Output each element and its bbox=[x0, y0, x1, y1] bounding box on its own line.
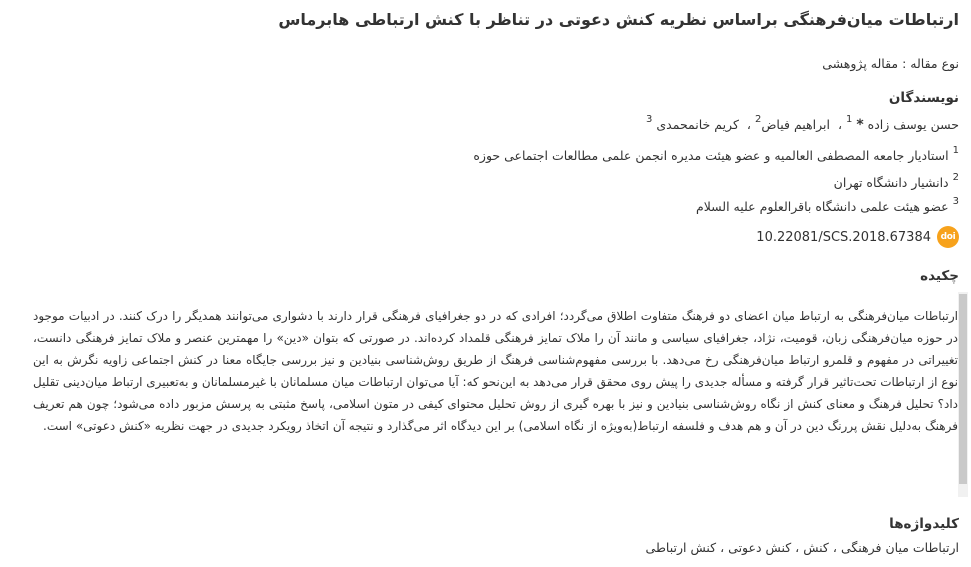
doi-value[interactable]: 10.22081/SCS.2018.67384 bbox=[756, 229, 931, 245]
article-type-value: مقاله پژوهشی bbox=[822, 56, 899, 71]
keyword-2[interactable] bbox=[803, 540, 829, 555]
affiliation-2-text: دانشیار دانشگاه تهران bbox=[833, 175, 949, 191]
affiliation-2 bbox=[834, 174, 959, 190]
keyword-separator: ، bbox=[795, 540, 800, 555]
keywords-heading: کلیدواژه‌ها bbox=[889, 516, 959, 532]
affiliation-1-sup: 1 bbox=[952, 145, 959, 156]
keywords-list bbox=[646, 540, 959, 555]
article-type bbox=[822, 56, 959, 71]
author-2-affil-sup: 2 bbox=[754, 114, 762, 125]
affiliation-3-text: عضو هیئت علمی دانشگاه باقرالعلوم علیه السلام bbox=[695, 199, 949, 215]
affiliation-3 bbox=[696, 198, 959, 214]
doi-icon[interactable]: doi bbox=[937, 226, 959, 248]
authors-list bbox=[646, 116, 959, 133]
corresponding-author-mark: * bbox=[856, 117, 864, 134]
author-1-affil-sup: 1 bbox=[846, 114, 853, 125]
keyword-separator: ، bbox=[832, 540, 837, 555]
author-3-link[interactable]: کریم خانمحمدی bbox=[656, 117, 739, 133]
keyword-4[interactable] bbox=[646, 540, 717, 555]
keyword-1[interactable] bbox=[841, 540, 959, 555]
keyword-2-link[interactable]: کنش bbox=[803, 540, 829, 555]
keyword-4-link[interactable]: کنش ارتباطی bbox=[645, 540, 717, 555]
author-2[interactable] bbox=[761, 117, 830, 132]
keyword-3[interactable] bbox=[728, 540, 791, 555]
author-2-link[interactable]: ابراهیم فیاض bbox=[761, 117, 830, 133]
affiliation-1 bbox=[473, 147, 959, 163]
affiliation-2-sup: 2 bbox=[952, 172, 959, 183]
abstract-scrollbar-thumb[interactable] bbox=[959, 294, 967, 484]
affiliation-1-text: استادیار جامعه المصطفی العالمیه و عضو هیئت مدیره انجمن علمی مطالعات اجتماعی حوزه bbox=[473, 148, 949, 164]
keyword-separator: ، bbox=[720, 540, 725, 555]
author-separator: ، bbox=[837, 117, 842, 133]
author-3[interactable] bbox=[656, 117, 739, 132]
article-type-label: نوع مقاله : bbox=[898, 56, 959, 71]
abstract-scrollbar[interactable] bbox=[958, 292, 968, 497]
author-1[interactable] bbox=[868, 117, 959, 132]
affiliation-3-sup: 3 bbox=[952, 196, 959, 207]
author-1-link[interactable]: حسن یوسف زاده bbox=[867, 117, 959, 133]
abstract-text: ارتباطات میان‌فرهنگی به ارتباط میان اعضای دو فرهنگ متفاوت اطلاق می‌گردد؛ افرادی که در دو جغرافیای فرهنگی قرار دارند با دشواری می‌توانند همدیگر را درک کنند. در ادبیات موجود در حوزه میان‌فرهنگی زبان، قومیت، نژاد، جغرافیای سیاسی و مانند آن را ملاک تمایز فرهنگی قلمداد کرده‌اند. در صورتی که بتوان «دین» را مهمترین عنصر و ملاک تمایز فرهنگی دانست، تغییراتی در مفهوم و قلمرو ارتباط میان‌فرهنگی رخ می‌دهد. با بررسی مفهوم‌شناسی فرهنگ از طریق روش‌شناسی بنیادین و نیز بررسی جایگاه معنا در کنش اجتماعی زاویه نگرش به این نوع از ارتباطات تحت‌تاثیر قرار گرفته و مسأله جدیدی را پیش روی محقق قرار می‌دهد به این‌نحو که: آیا می‌توان ارتباطات میان مسلمانان با غیرمسلمانان و به‌تعبیری ارتباط میان‌دینی تقلیل داد؟ تحلیل فرهنگ و معنای کنش از نگاه روش‌شناسی بنیادین و نیز با بهره گیری از روش تحلیل محتوای کیفی در متون اسلامی، پاسخ مثبتی به پرسش مزبور داده می‌شود؛ چون هم تعریف فرهنگ به‌دلیل نقش پررنگ دین در آن و هم هدف و فلسفه ارتباط(به‌ویژه از نگاه اسلامی) بر این دیدگاه اثر می‌گذارد و نتیجه آن اتخاذ رویکرد جدیدی در جهت نظریه «کنش دعوتی» است. bbox=[33, 309, 958, 433]
article-title: ارتباطات میان‌فرهنگی براساس نظریه کنش دعوتی در تناظر با کنش ارتباطی هابرماس bbox=[278, 10, 959, 29]
authors-heading: نویسندگان bbox=[888, 90, 959, 106]
author-3-affil-sup: 3 bbox=[646, 114, 653, 125]
doi-row bbox=[756, 226, 959, 248]
keyword-3-link[interactable]: کنش دعوتی bbox=[728, 540, 792, 555]
abstract-heading: چکیده bbox=[920, 268, 959, 284]
keyword-1-link[interactable]: ارتباطات میان فرهنگی bbox=[840, 540, 959, 555]
author-separator: ، bbox=[746, 117, 751, 133]
